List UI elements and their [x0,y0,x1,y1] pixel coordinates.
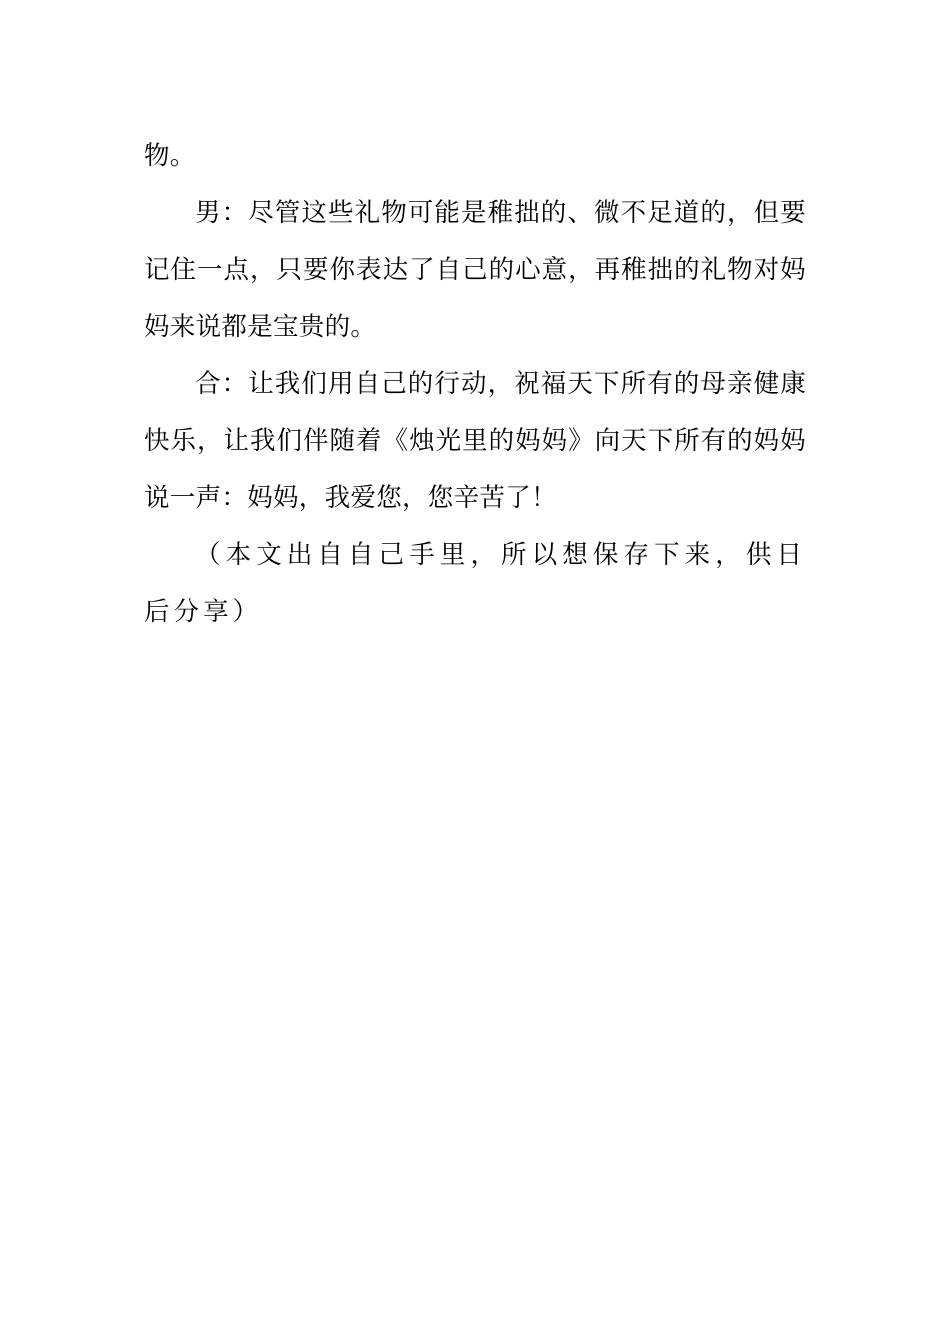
document-body [144,128,806,641]
paragraph-male-speaker: 男：尽管这些礼物可能是稚拙的、微不足道的，但要记住一点，只要你表达了自己的心意，再稚拙的礼物对妈妈来说都是宝贵的。 [144,198,806,342]
paragraph-together: 合：让我们用自己的行动，祝福天下所有的母亲健康快乐，让我们伴随着《烛光里的妈妈》向天下所有的妈妈说一声：妈妈，我爱您，您辛苦了！ [144,369,806,513]
paragraph-continuation: 物。 [144,141,196,171]
paragraph-author-note: （本文出自自己手里，所以想保存下来，供日后分享） [144,540,806,627]
